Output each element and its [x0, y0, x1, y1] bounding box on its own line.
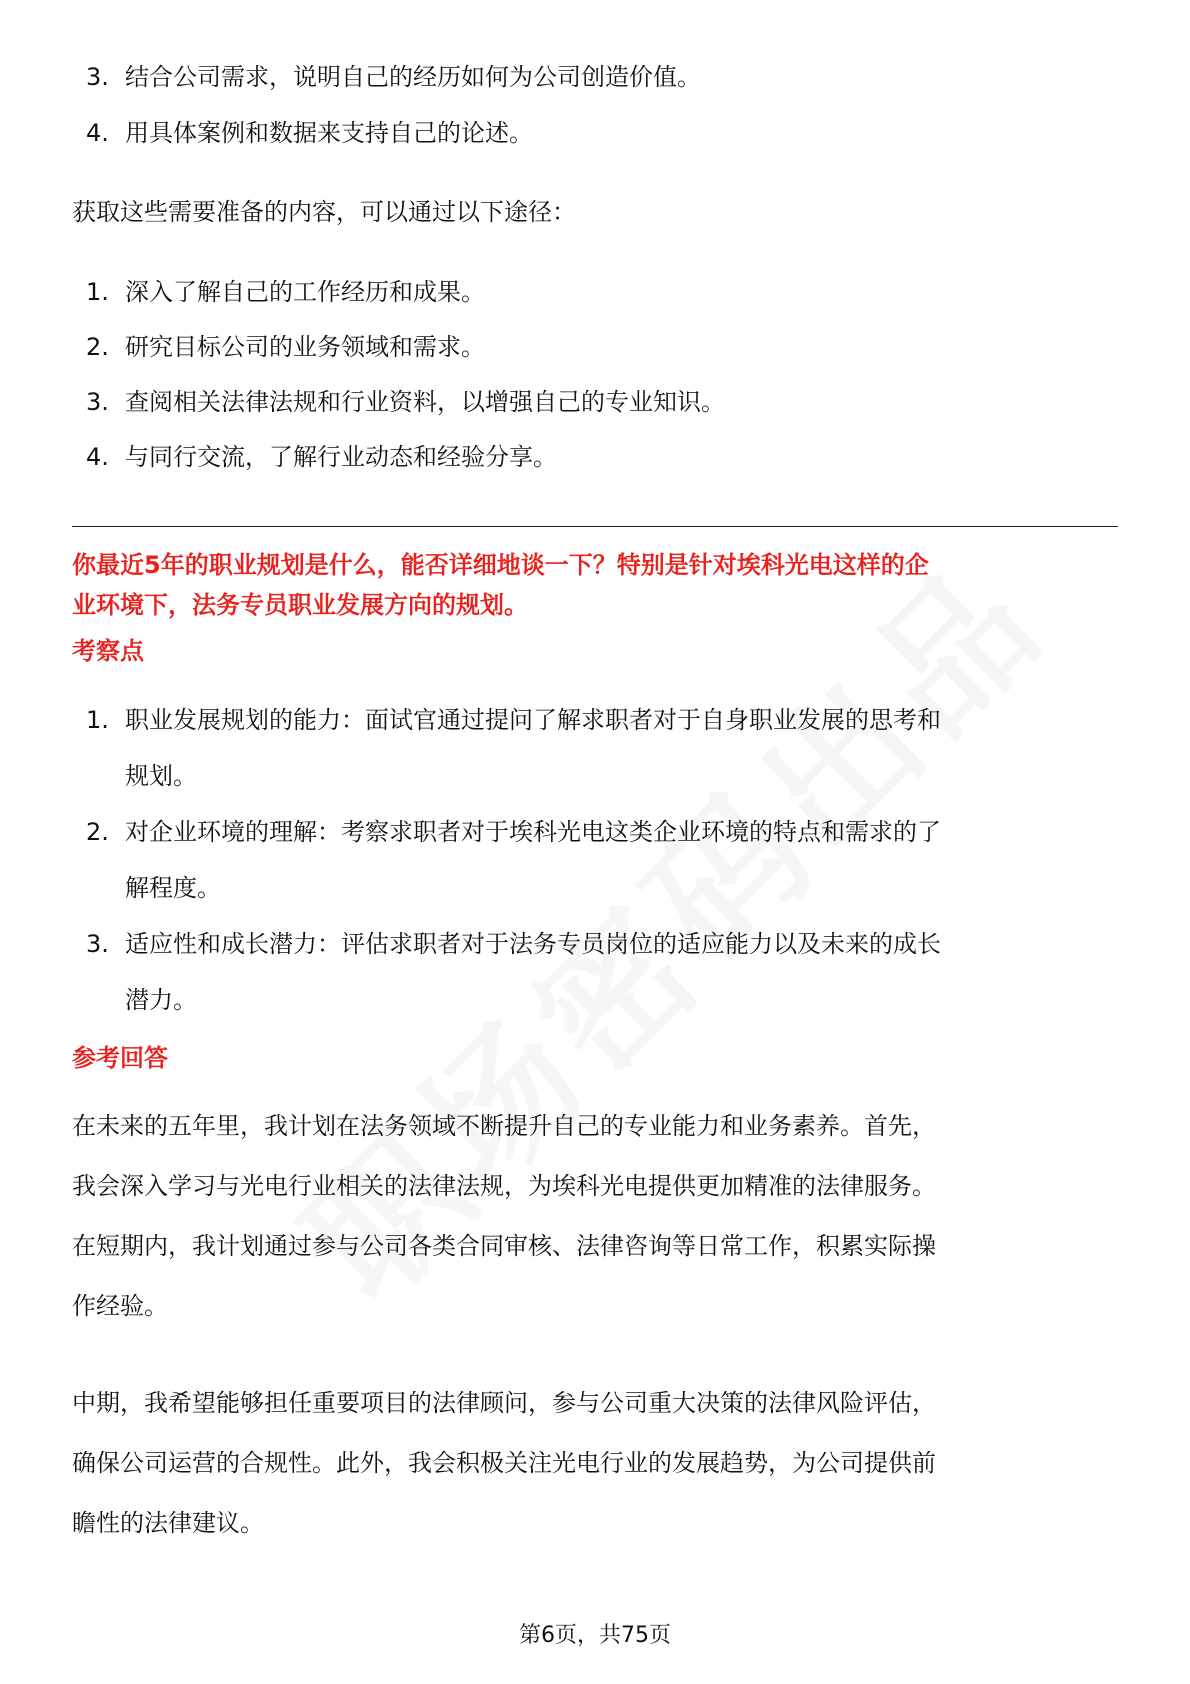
list-item — [72, 802, 1118, 918]
question-line-2: 业环境下，法务专员职业发展方向的规划。 — [72, 591, 528, 619]
answer-line: 我会深入学习与光电行业相关的法律法规，为埃科光电提供更加精准的法律服务。 — [72, 1172, 936, 1200]
list-number: 4. — [86, 443, 109, 471]
list-text: 与同行交流，了解行业动态和经验分享。 — [125, 443, 557, 471]
list-text-line-1: 适应性和成长潜力：评估求职者对于法务专员岗位的适应能力以及未来的成长 — [125, 930, 941, 958]
exam-points-title: 考察点 — [72, 637, 144, 665]
preparation-list — [72, 262, 1118, 487]
exam-points-list — [72, 690, 1118, 1030]
answer-line: 确保公司运营的合规性。此外，我会积极关注光电行业的发展趋势，为公司提供前 — [72, 1449, 936, 1477]
list-text: 查阅相关法律法规和行业资料，以增强自己的专业知识。 — [125, 388, 725, 416]
list-text: 研究目标公司的业务领域和需求。 — [125, 333, 485, 361]
section-divider — [72, 526, 1118, 527]
reference-answer-title: 参考回答 — [72, 1044, 168, 1072]
list-item — [72, 914, 1118, 1030]
answer-line: 在未来的五年里，我计划在法务领域不断提升自己的专业能力和业务素养。首先， — [72, 1112, 936, 1140]
list-text-line-1: 职业发展规划的能力：面试官通过提问了解求职者对于自身职业发展的思考和 — [125, 706, 941, 734]
list-text-line-2: 解程度。 — [125, 874, 221, 902]
tips-list — [72, 47, 1118, 163]
list-text: 用具体案例和数据来支持自己的论述。 — [125, 119, 533, 147]
list-item — [72, 47, 1118, 107]
list-text-line-1: 对企业环境的理解：考察求职者对于埃科光电这类企业环境的特点和需求的了 — [125, 818, 941, 846]
document-page — [72, 0, 1118, 1684]
list-number: 3. — [86, 63, 109, 91]
answer-line: 中期，我希望能够担任重要项目的法律顾问，参与公司重大决策的法律风险评估， — [72, 1389, 936, 1417]
answer-line: 瞻性的法律建议。 — [72, 1509, 264, 1537]
answer-line: 在短期内，我计划通过参与公司各类合同审核、法律咨询等日常工作，积累实际操 — [72, 1232, 936, 1260]
list-text-line-2: 规划。 — [125, 762, 197, 790]
question-title — [72, 545, 1118, 625]
answer-paragraph-1 — [72, 1096, 1118, 1336]
list-number: 1. — [86, 278, 109, 306]
answer-paragraph-2 — [72, 1373, 1118, 1553]
list-item — [72, 103, 1118, 163]
list-item — [72, 262, 1118, 322]
list-number: 3. — [86, 930, 109, 958]
list-item — [72, 690, 1118, 806]
list-item — [72, 372, 1118, 432]
list-text-line-2: 潜力。 — [125, 986, 197, 1014]
list-number: 4. — [86, 119, 109, 147]
list-number: 1. — [86, 706, 109, 734]
answer-line: 作经验。 — [72, 1292, 168, 1320]
list-item — [72, 427, 1118, 487]
list-number: 2. — [86, 333, 109, 361]
list-number: 3. — [86, 388, 109, 416]
list-item — [72, 317, 1118, 377]
list-number: 2. — [86, 818, 109, 846]
question-line-1: 你最近5年的职业规划是什么，能否详细地谈一下？特别是针对埃科光电这样的企 — [72, 551, 929, 579]
list-text: 结合公司需求，说明自己的经历如何为公司创造价值。 — [125, 63, 701, 91]
intro-paragraph: 获取这些需要准备的内容，可以通过以下途径： — [72, 198, 576, 226]
list-text: 深入了解自己的工作经历和成果。 — [125, 278, 485, 306]
page-footer: 第6页，共75页 — [519, 1623, 671, 1648]
